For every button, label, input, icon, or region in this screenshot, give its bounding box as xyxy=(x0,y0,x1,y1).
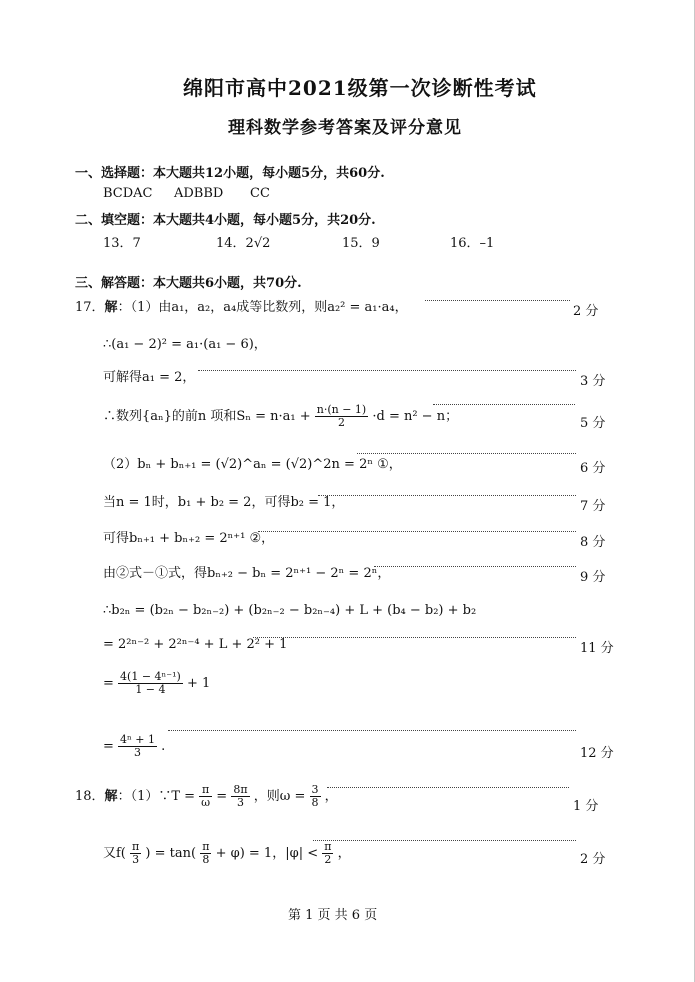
q18-frac-pi-2 xyxy=(322,841,333,866)
q17-sum-fraction xyxy=(118,671,183,696)
q17-dots-4 xyxy=(357,453,576,454)
q17-line-3: 可解得a₁ = 2， xyxy=(103,370,196,385)
q18-line1-mid: = xyxy=(216,789,228,804)
q18-frac-8pi-3 xyxy=(231,784,249,809)
q18-frac-pi-8 xyxy=(200,841,211,866)
q18-line1-pre: ：（1）∵T = xyxy=(117,789,196,804)
q18-line-1 xyxy=(75,783,338,811)
q18-frac-pi-3 xyxy=(130,841,141,866)
q17-sn-frac-num: n·(n − 1) xyxy=(316,403,367,416)
q17-sn-frac-den: 2 xyxy=(337,416,345,429)
q17-line-2: ∴(a₁ − 2)² = a₁·(a₁ − 6)， xyxy=(103,337,267,352)
q18-frac-8pi-3-den: 3 xyxy=(236,796,244,809)
q17-dots-2 xyxy=(198,370,576,371)
q18-label: 18． xyxy=(75,789,105,804)
q17-line-6: 当n = 1时，b₁ + b₂ = 2，可得b₂ = 1， xyxy=(103,495,345,510)
q18-frac-3-8-den: 8 xyxy=(311,796,319,809)
q17-plus-one: + 1 xyxy=(186,676,211,691)
q17-sn-tail: ·d = n² − n； xyxy=(372,409,459,424)
q18-frac-pi-3-num: π xyxy=(132,840,140,853)
q17-line-5: （2）bₙ + bₙ₊₁ = (√2)^aₙ = (√2)^2n = 2ⁿ ①， xyxy=(103,457,402,472)
q17-line-1 xyxy=(75,300,408,316)
q17-sum-frac-num: 4(1 − 4ⁿ⁻¹) xyxy=(120,670,181,683)
q17-dots-5 xyxy=(318,495,576,496)
q18-line2-pre: 又f( xyxy=(103,846,126,861)
q17-final-fraction xyxy=(118,734,157,759)
page-footer: 第 1 页 共 6 页 xyxy=(288,908,378,923)
section1-answer-3: CC xyxy=(250,186,270,201)
q17-jie: 解 xyxy=(104,300,118,315)
q17-dots-9 xyxy=(168,730,576,731)
q18-line2-mid: ) = tan( xyxy=(145,846,197,861)
q18-line2-end: ， xyxy=(337,846,351,861)
q17-dots-8 xyxy=(253,637,576,638)
section2-answer-13: 13．7 xyxy=(103,236,141,251)
section1-answer-2: ADBBD xyxy=(174,186,224,201)
q17-label: 17． xyxy=(75,300,105,315)
q17-score-5: 7 分 xyxy=(580,499,606,514)
q17-line-11 xyxy=(103,670,210,698)
q18-frac-pi-8-num: π xyxy=(202,840,210,853)
q17-score-3: 5 分 xyxy=(580,416,606,431)
q18-frac-8pi-3-num: 8π xyxy=(233,783,248,796)
q18-frac-pi-omega xyxy=(199,784,212,809)
section2-heading: 二、填空题：本大题共4小题，每小题5分，共20分. xyxy=(75,213,376,228)
q17-score-8: 11 分 xyxy=(580,641,614,656)
q17-sn-text: ∴数列{aₙ}的前n 项和Sₙ = n·a₁ + xyxy=(103,409,311,424)
q17-final-frac-den: 3 xyxy=(134,746,142,759)
q18-frac-3-8-num: 3 xyxy=(311,783,319,796)
q18-frac-pi-omega-den: ω xyxy=(201,796,211,809)
q17-score-6: 8 分 xyxy=(580,535,606,550)
q18-score-2: 2 分 xyxy=(580,852,606,867)
q17-line-10: = 2²ⁿ⁻² + 2²ⁿ⁻⁴ + L + 2² + 1 xyxy=(103,637,288,652)
section2-answer-16: 16．–1 xyxy=(450,236,495,251)
q17-line-1-text: ：（1）由a₁，a₂，a₄成等比数列，则a₂² = a₁·a₄， xyxy=(117,300,408,315)
q18-dots-2 xyxy=(313,840,576,841)
q18-line-2 xyxy=(103,840,351,868)
q17-line-12 xyxy=(103,733,165,761)
q17-dots-3 xyxy=(433,404,575,405)
page-subtitle: 理科数学参考答案及评分意见 xyxy=(228,118,462,138)
q17-eq-2: = xyxy=(103,739,114,754)
q18-jie: 解 xyxy=(104,789,118,804)
q17-eq-1: = xyxy=(103,676,114,691)
q18-line2-mid2: + φ) = 1，|φ| < xyxy=(215,846,319,861)
q17-score-9: 12 分 xyxy=(580,746,614,761)
q18-frac-pi-omega-num: π xyxy=(199,784,212,797)
q17-score-4: 6 分 xyxy=(580,461,606,476)
q17-sum-frac-den: 1 − 4 xyxy=(135,683,166,696)
q18-frac-pi-2-num: π xyxy=(324,840,332,853)
section1-heading: 一、选择题：本大题共12小题，每小题5分，共60分. xyxy=(75,166,385,181)
q17-sn-fraction xyxy=(315,404,368,429)
q17-score-1: 2 分 xyxy=(573,304,599,319)
q17-line-8: 由②式－①式，得bₙ₊₂ − bₙ = 2ⁿ⁺¹ − 2ⁿ = 2ⁿ， xyxy=(103,566,391,581)
q18-frac-pi-3-den: 3 xyxy=(132,853,140,866)
section3-heading: 三、解答题：本大题共6小题，共70分. xyxy=(75,276,302,291)
section1-answer-1: BCDAC xyxy=(103,186,153,201)
q17-dots-6 xyxy=(258,531,576,532)
q18-line1-end: ， xyxy=(324,789,338,804)
page-title: 绵阳市高中2021级第一次诊断性考试 xyxy=(183,76,537,100)
q18-line1-then: ，则ω = xyxy=(253,789,306,804)
q17-dots-1 xyxy=(425,300,570,301)
q17-line-9: ∴b₂ₙ = (b₂ₙ − b₂ₙ₋₂) + (b₂ₙ₋₂ − b₂ₙ₋₄) + L + (b₄ − b₂) + b₂ xyxy=(103,603,477,618)
q18-frac-pi-2-den: 2 xyxy=(324,853,332,866)
section2-answer-14: 14．2√2 xyxy=(216,236,271,251)
q17-line-4 xyxy=(103,404,458,429)
q17-score-2: 3 分 xyxy=(580,374,606,389)
q18-score-1: 1 分 xyxy=(573,799,599,814)
q17-score-7: 9 分 xyxy=(580,570,606,585)
q17-dots-7 xyxy=(374,566,576,567)
q17-line-7: 可得bₙ₊₁ + bₙ₊₂ = 2ⁿ⁺¹ ②， xyxy=(103,531,275,546)
q18-dots-1 xyxy=(327,787,569,788)
q17-final-period: . xyxy=(161,739,166,754)
q17-final-frac-num: 4ⁿ + 1 xyxy=(120,733,156,746)
q18-frac-pi-8-den: 8 xyxy=(202,853,210,866)
q18-frac-3-8 xyxy=(310,784,321,809)
section2-answer-15: 15．9 xyxy=(342,236,380,251)
